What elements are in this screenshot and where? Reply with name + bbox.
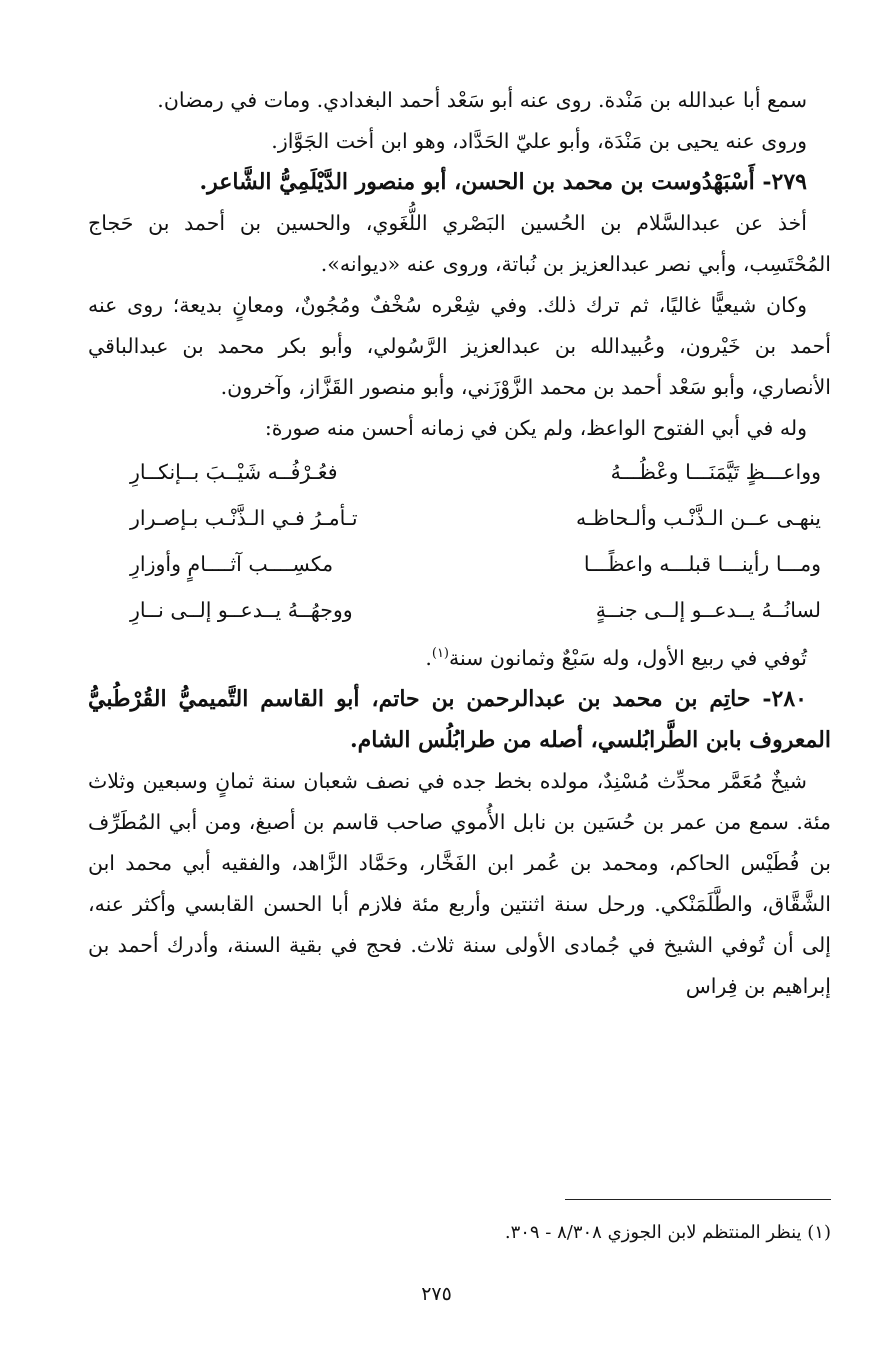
paragraph [88,633,831,679]
paragraph: أخذ عن عبدالسَّلام بن الحُسين البَصْري اللُّغَوي، والحسين بن أحمد بن حَجاج المُحْتَسِب، وأبي نصر عبدالعزيز بن نُباتة، وروى عنه «ديوانه». [88,211,831,276]
footnote-divider [565,1199,831,1200]
verse-second-hemistich: ووجهُــهُ يــدعــو إلــى نــارِ [130,598,353,622]
entry-heading-279: ٢٧٩- أَسْبَهْدُوست بن محمد بن الحسن، أبو منصور الدَّيْلَمِيُّ الشَّاعر. [199,169,807,195]
paragraph: وكان شيعيًّا غاليًا، ثم ترك ذلك. وفي شِعْره سُخْفٌ ومُجُونٌ، ومعانٍ بديعة؛ روى عنه أحمد بن خَيْرون، وعُبيدالله بن عبدالعزيز الرَّسُولي، وأبو بكر محمد بن عبدالباقي الأنصاري، وأبو سَعْد أحمد بن محمد الزَّوْزَني، وأبو منصور القَزَّاز، وآخرون. [88,293,831,399]
poem-verse [130,587,821,633]
paragraph-end: . [425,645,432,670]
footnote: (١) ينظر المنتظم لابن الجوزي ٨/٣٠٨ - ٣٠٩. [504,1222,831,1243]
verse-first-hemistich: ومـــا رأينـــا قبلـــه واعظًـــا [583,552,821,576]
verse-first-hemistich: لسانُــهُ يــدعــو إلــى جنــةٍ [595,598,821,622]
entry-heading-280: ٢٨٠- حاتِم بن محمد بن عبدالرحمن بن حاتم، أبو القاسم التَّميميُّ القُرْطُبيُّ المعروف بابن الطَّرابُلسي، أصله من طرابُلُس الشام. [88,685,831,753]
verse-second-hemistich: تـأمـرُ فـي الـذَّنْـب بـإصـرار [130,506,358,530]
poem-verse [130,449,821,495]
paragraph: وروى عنه يحيى بن مَنْدَة، وأبو عليّ الحَدَّاد، وهو ابن أخت الجَوَّاز. [271,129,807,153]
verse-second-hemistich: فعُـرْفُــه شَيْــبَ بــإنكــارِ [130,460,338,484]
paragraph: وله في أبي الفتوح الواعظ، ولم يكن في زمانه أحسن منه صورة: [264,416,807,440]
footnote-reference[interactable]: (١) [431,646,449,661]
paragraph-text: تُوفي في ربيع الأول، وله سَبْعٌ وثمانون سنة [449,645,807,670]
verse-second-hemistich: مكسِــــب آثــــامٍ وأوزارِ [130,552,334,576]
page-body [88,80,831,1007]
paragraph: شيخٌ مُعَمَّر محدِّث مُسْنِدٌ، مولده بخط جده في نصف شعبان سنة ثمانٍ وسبعين وثلاث مئة. سمع من عمر بن حُسَين بن نابل الأُموي صاحب قاسم بن أصبغ، ومن أبي المُطَرِّف بن فُطَيْس الحاكم، ومحمد بن عُمر ابن الفَخَّار، وحَمَّاد الزَّاهد، والفقيه أبي محمد ابن الشَّقَّاق، والطَّلَمَنْكي. ورحل سنة اثنتين وأربع مئة فلازم أبا الحسن القابسي وأكثر عنه، إلى أن تُوفي الشيخ في جُمادى الأولى سنة ثلاث. فحج في بقية السنة، وأدرك أحمد بن إبراهيم بن فِراس [88,768,831,998]
poem [88,449,831,633]
verse-first-hemistich: ينهـى عــن الـذَّنْـب وألـحاظـه [575,506,821,530]
page-number: ٢٧٥ [421,1283,452,1305]
verse-first-hemistich: وواعـــظٍ تَيَّمَنَـــا وعْظُـــهُ [610,460,821,484]
paragraph: سمع أبا عبدالله بن مَنْدة. روى عنه أبو سَعْد أحمد البغدادي. ومات في رمضان. [157,88,807,112]
poem-verse [130,541,821,587]
poem-verse [130,495,821,541]
